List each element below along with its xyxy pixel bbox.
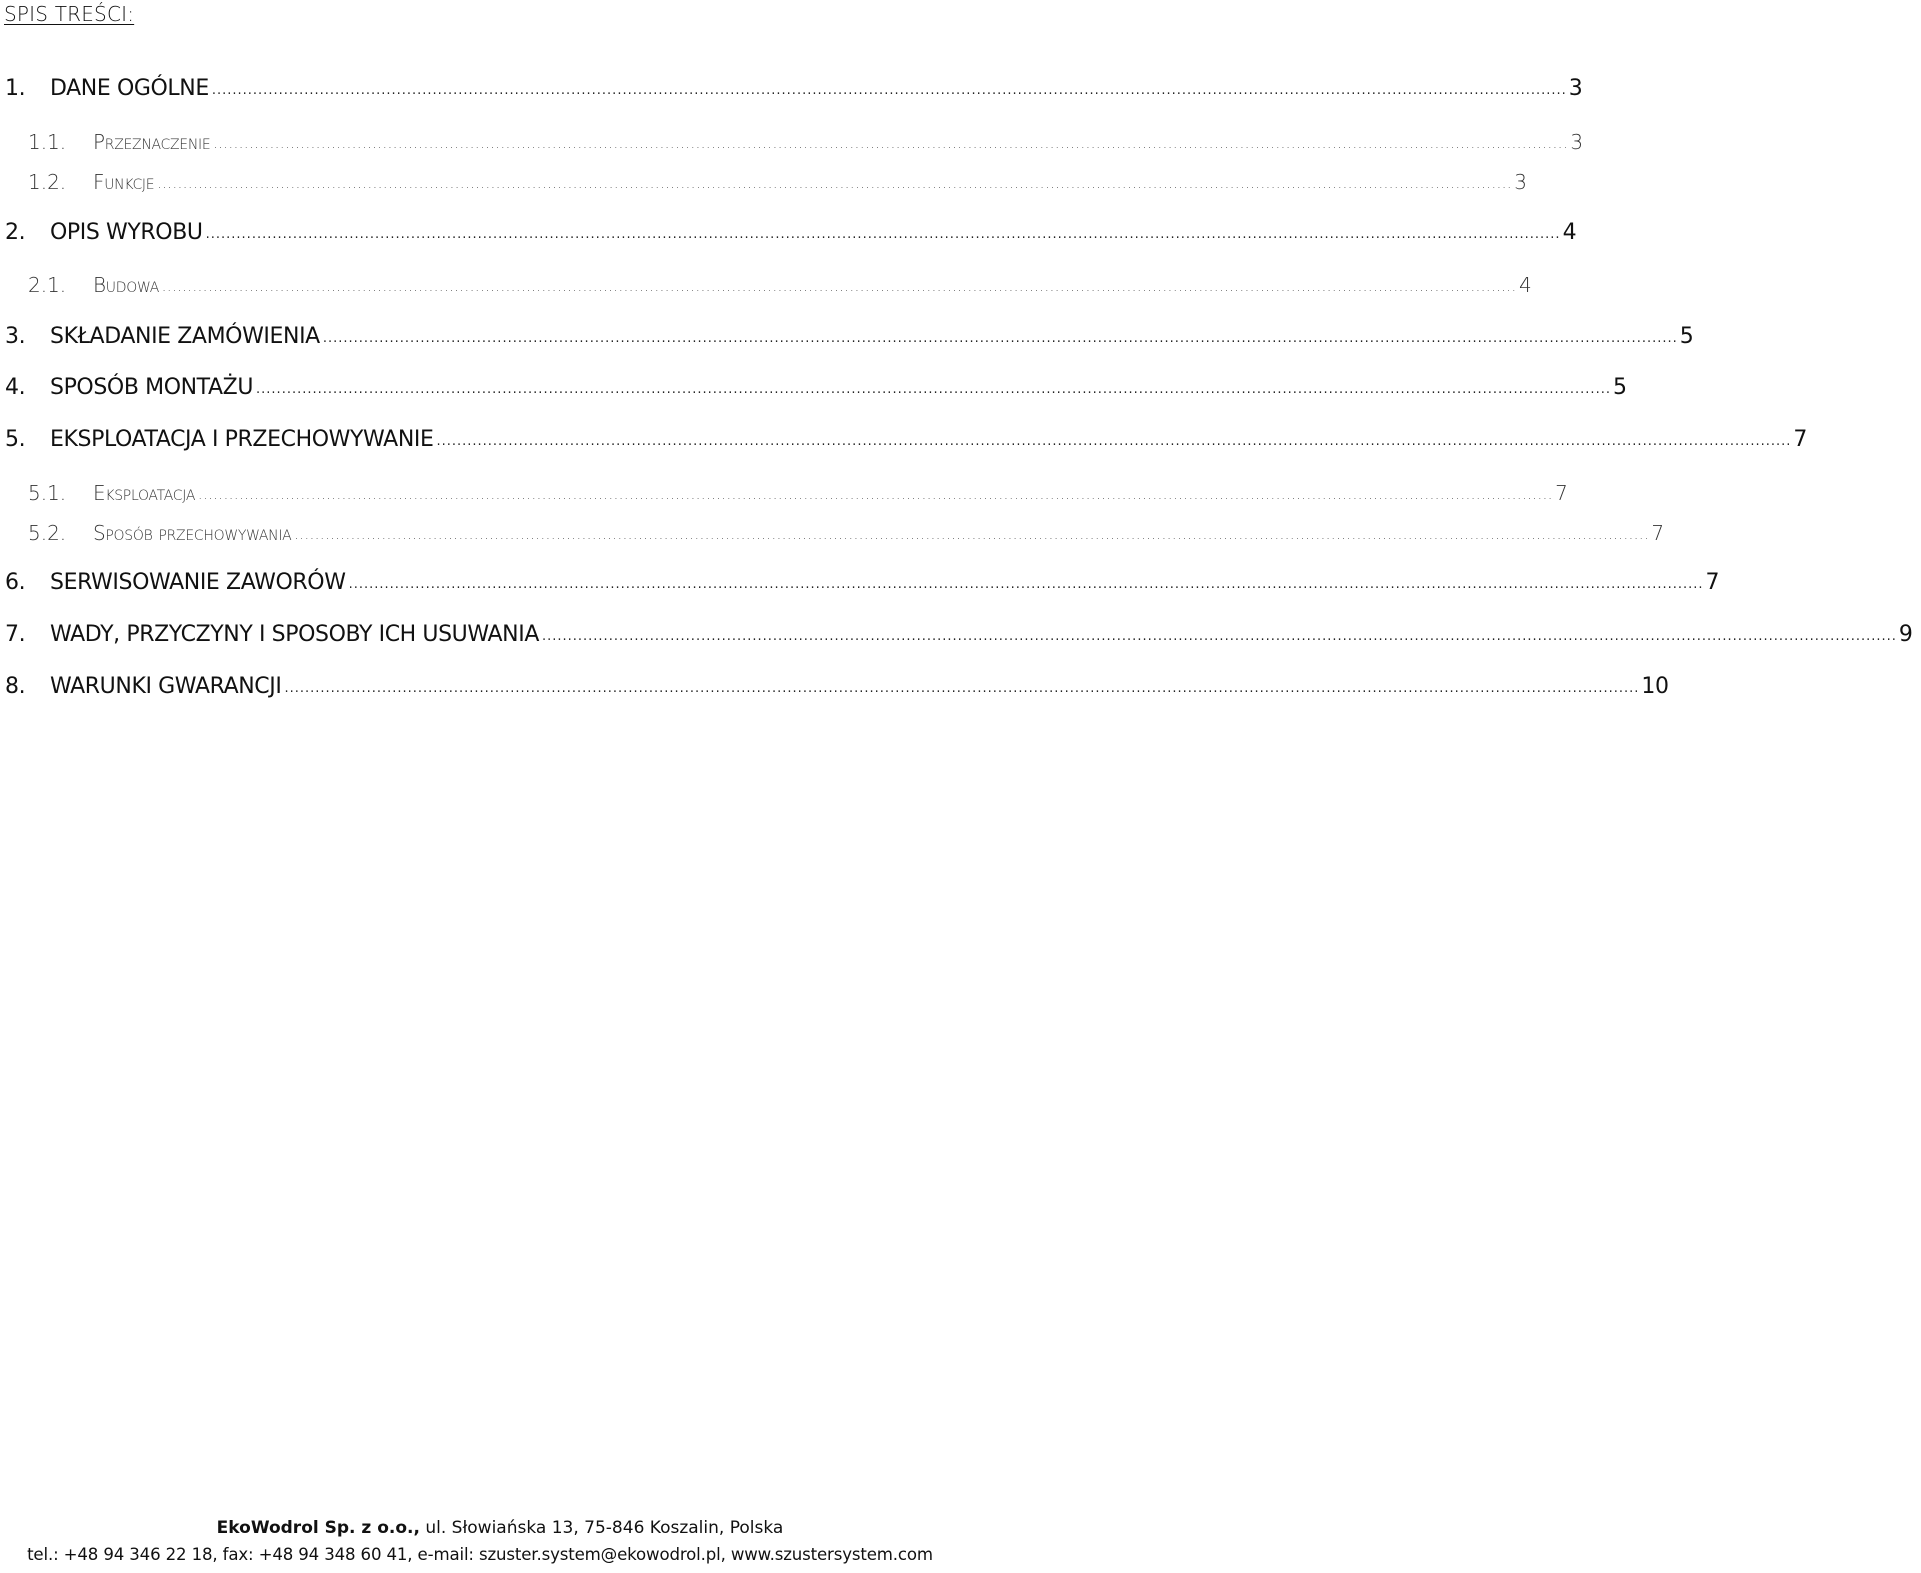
toc-entry-label: Przeznaczenie: [93, 130, 211, 154]
toc-entry-number: 1.2.: [28, 170, 67, 194]
toc-entry-label: SPOSÓB MONTAŻU: [50, 375, 254, 400]
toc-entry-number: 7.: [5, 622, 26, 647]
footer-company-line: [0, 1518, 960, 1538]
toc-entry-2-1[interactable]: [0, 273, 1532, 307]
toc-entry-page: 4: [1562, 220, 1577, 245]
toc-entry-page: 4: [1518, 273, 1532, 297]
toc-entry-number: 1.: [5, 76, 26, 101]
toc-entry-page: 10: [1641, 674, 1669, 699]
footer-address: ul. Słowiańska 13, 75-846 Koszalin, Polska: [419, 1518, 784, 1538]
toc-leader-dots: ........................................................................................................................................................................................................................................................................: [294, 528, 1650, 543]
toc-entry-1-2[interactable]: [0, 170, 1527, 204]
toc-entry-1-1[interactable]: [0, 130, 1584, 164]
toc-entry-label: Sposób przechowywania: [93, 521, 292, 545]
toc-entry-5[interactable]: [0, 427, 1808, 461]
toc-title: SPIS TREŚCI:: [4, 2, 135, 26]
toc-entry-number: 5.: [5, 427, 26, 452]
toc-entry-label: SERWISOWANIE ZAWORÓW: [50, 570, 346, 595]
toc-entry-2[interactable]: [0, 220, 1577, 254]
toc-entry-page: 7: [1651, 521, 1665, 545]
toc-leader-dots: ........................................................................................................................................................................................................................................................................: [348, 577, 1704, 592]
toc-entry-number: 5.2.: [28, 521, 67, 545]
toc-leader-dots: ........................................................................................................................................................................................................................................................................: [213, 137, 1569, 152]
toc-entry-page: 3: [1514, 170, 1527, 194]
toc-leader-dots: ........................................................................................................................................................................................................................................................................: [256, 382, 1611, 397]
toc-entry-page: 7: [1793, 427, 1808, 452]
toc-entry-5-1[interactable]: [0, 481, 1568, 515]
toc-entry-label: DANE OGÓLNE: [50, 76, 209, 101]
toc-entry-label: EKSPLOATACJA I PRZECHOWYWANIE: [50, 427, 434, 452]
toc-entry-6[interactable]: [0, 570, 1720, 604]
toc-leader-dots: ........................................................................................................................................................................................................................................................................: [284, 681, 1640, 696]
toc-entry-page: 7: [1705, 570, 1720, 595]
toc-entry-label: Funkcje: [93, 170, 155, 194]
toc-entry-number: 3.: [5, 324, 26, 349]
toc-leader-dots: ........................................................................................................................................................................................................................................................................: [205, 227, 1561, 242]
toc-entry-number: 5.1.: [28, 481, 67, 505]
toc-entry-number: 2.: [5, 220, 26, 245]
toc-entry-page: 5: [1679, 324, 1694, 349]
toc-entry-page: 3: [1570, 130, 1584, 154]
toc-entry-label: WADY, PRZYCZYNY I SPOSOBY ICH USUWANIA: [50, 622, 539, 647]
toc-entry-label: SKŁADANIE ZAMÓWIENIA: [50, 324, 320, 349]
toc-entry-label: OPIS WYROBU: [50, 220, 203, 245]
toc-leader-dots: ........................................................................................................................................................................................................................................................................: [436, 434, 1792, 449]
footer-company-name: EkoWodrol Sp. z o.o.,: [216, 1518, 420, 1538]
toc-entry-number: 1.1.: [28, 130, 67, 154]
toc-entry-number: 2.1.: [28, 273, 67, 297]
toc-entry-4[interactable]: [0, 375, 1627, 409]
toc-entry-page: 7: [1555, 481, 1568, 505]
toc-leader-dots: ........................................................................................................................................................................................................................................................................: [198, 488, 1554, 503]
toc-entry-label: WARUNKI GWARANCJI: [50, 674, 282, 699]
toc-entry-5-2[interactable]: [0, 521, 1665, 555]
toc-entry-7[interactable]: [0, 622, 1913, 656]
toc-entry-1[interactable]: [0, 76, 1583, 110]
toc-entry-page: 3: [1568, 76, 1583, 101]
toc-entry-label: Budowa: [93, 273, 159, 297]
toc-entry-number: 8.: [5, 674, 26, 699]
footer-contact-line: tel.: +48 94 346 22 18, fax: +48 94 348 60 41, e-mail: szuster.system@ekowodrol.pl, www.szustersystem.com: [27, 1545, 933, 1564]
toc-entry-number: 4.: [5, 375, 26, 400]
toc-leader-dots: ........................................................................................................................................................................................................................................................................: [541, 629, 1897, 644]
toc-entry-8[interactable]: [0, 674, 1669, 708]
toc-leader-dots: ........................................................................................................................................................................................................................................................................: [322, 331, 1678, 346]
toc-entry-label: Eksploatacja: [93, 481, 196, 505]
toc-entry-number: 6.: [5, 570, 26, 595]
toc-leader-dots: ........................................................................................................................................................................................................................................................................: [211, 83, 1567, 98]
toc-leader-dots: ........................................................................................................................................................................................................................................................................: [162, 280, 1517, 295]
toc-entry-page: 5: [1612, 375, 1627, 400]
toc-leader-dots: ........................................................................................................................................................................................................................................................................: [157, 177, 1513, 192]
toc-entry-page: 9: [1898, 622, 1913, 647]
toc-entry-3[interactable]: [0, 324, 1694, 358]
